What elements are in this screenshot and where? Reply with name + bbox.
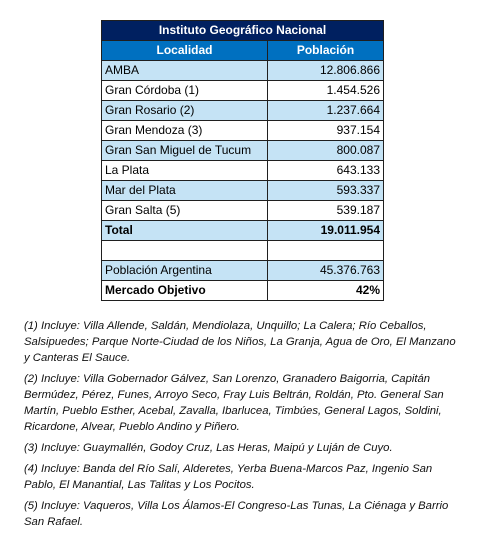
table-row (102, 141, 384, 161)
total-label: Total (102, 221, 268, 241)
table-row (102, 101, 384, 121)
locality-cell: La Plata (102, 161, 268, 181)
locality-cell: Gran Mendoza (3) (102, 121, 268, 141)
locality-cell: AMBA (102, 61, 268, 81)
table-row (102, 201, 384, 221)
empty-cell (102, 241, 268, 261)
population-table-container (101, 20, 383, 301)
table-row (102, 81, 384, 101)
population-cell: 539.187 (268, 201, 384, 221)
population-cell: 12.806.866 (268, 61, 384, 81)
table-row (102, 161, 384, 181)
table-title: Instituto Geográfico Nacional (102, 21, 384, 41)
population-cell: 1.237.664 (268, 101, 384, 121)
locality-cell: Gran Córdoba (1) (102, 81, 268, 101)
empty-row (102, 241, 384, 261)
locality-cell: Gran Salta (5) (102, 201, 268, 221)
total-row (102, 221, 384, 241)
column-header-population: Población (268, 41, 384, 61)
column-header-locality: Localidad (102, 41, 268, 61)
population-cell: 800.087 (268, 141, 384, 161)
footnote-3: (3) Incluye: Guaymallén, Godoy Cruz, Las Heras, Maipú y Luján de Cuyo. (24, 442, 393, 454)
population-cell: 643.133 (268, 161, 384, 181)
population-cell: 1.454.526 (268, 81, 384, 101)
table-title-row (102, 21, 384, 41)
argentina-row (102, 261, 384, 281)
argentina-value: 45.376.763 (268, 261, 384, 281)
population-cell: 937.154 (268, 121, 384, 141)
target-market-row (102, 281, 384, 301)
footnote-5: (5) Incluye: Vaqueros, Villa Los Álamos-El Congreso-Las Tunas, La Ciénaga y Barrio San Rafael. (24, 500, 449, 528)
target-market-label: Mercado Objetivo (102, 281, 268, 301)
footnote-2: (2) Incluye: Villa Gobernador Gálvez, San Lorenzo, Granadero Baigorria, Capitán Bermúdez, Pérez, Funes, Arroyo Seco, Fray Luis Beltrán, Roldán, Pto. General San Martín, Pueblo Esther, Acebal, Zavalla, Ibarlucea, Timbúes, General Lagos, Soldini, Ricardone, Alvear, Pueblo Andino y Piñero. (24, 373, 444, 433)
total-value: 19.011.954 (268, 221, 384, 241)
table-row (102, 181, 384, 201)
population-cell: 593.337 (268, 181, 384, 201)
table-header-row (102, 41, 384, 61)
table-row (102, 121, 384, 141)
footnotes (24, 318, 464, 535)
population-table (101, 20, 384, 301)
locality-cell: Gran Rosario (2) (102, 101, 268, 121)
table-row (102, 61, 384, 81)
locality-cell: Mar del Plata (102, 181, 268, 201)
locality-cell: Gran San Miguel de Tucum (102, 141, 268, 161)
footnote-1: (1) Incluye: Villa Allende, Saldán, Mendiolaza, Unquillo; La Calera; Río Ceballos, Salsipuedes; Parque Norte-Ciudad de los Niños, La Granja, Agua de Oro, El Manzano y Canteras El Sauce. (24, 320, 456, 364)
argentina-label: Población Argentina (102, 261, 268, 281)
footnote-4: (4) Incluye: Banda del Río Salí, Alderetes, Yerba Buena-Marcos Paz, Ingenio San Pablo, El Manantial, Las Talitas y Los Pocitos. (24, 463, 433, 491)
target-market-value: 42% (268, 281, 384, 301)
empty-cell (268, 241, 384, 261)
